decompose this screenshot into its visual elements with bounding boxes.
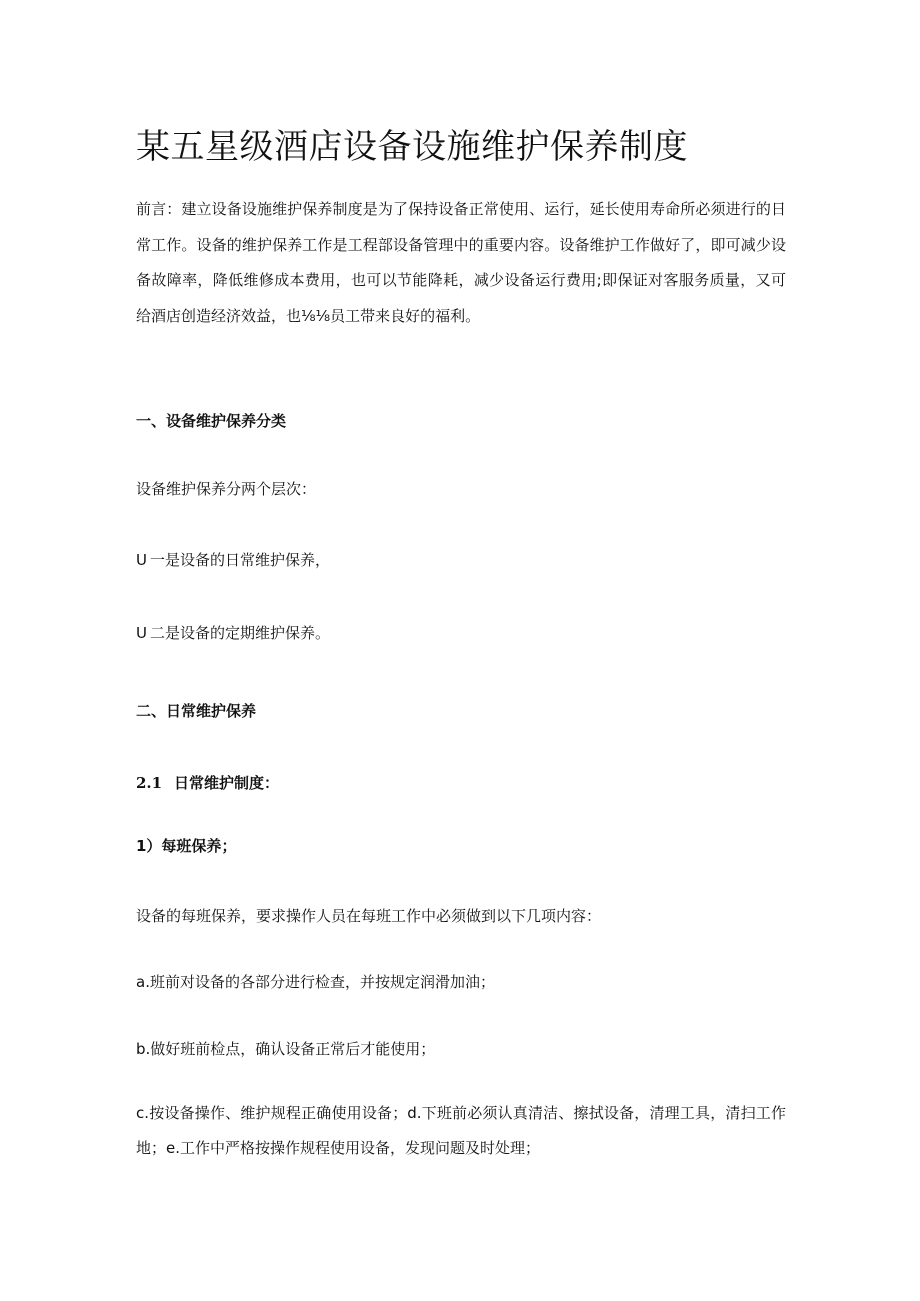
document-title: 某五星级酒店设备设施维护保养制度 bbox=[136, 127, 688, 167]
list-item-text: 二是设备的定期维护保养。 bbox=[150, 624, 331, 642]
subsection-title: 日常维护制度： bbox=[174, 774, 280, 792]
item-1-lead: 设备的每班保养，要求操作人员在每班工作中必须做到以下几项内容： bbox=[136, 907, 602, 925]
item-1-heading: 1）每班保养； bbox=[136, 837, 237, 855]
list-item bbox=[136, 622, 330, 644]
list-item bbox=[136, 549, 330, 571]
section-1-lead: 设备维护保养分两个层次： bbox=[136, 480, 317, 498]
point-a: a.班前对设备的各部分进行检查，并按规定润滑加油； bbox=[136, 973, 495, 991]
bullet-marker: U bbox=[136, 624, 147, 642]
section-1-heading: 一、设备维护保养分类 bbox=[136, 412, 287, 430]
list-item-text: 一是设备的日常维护保养， bbox=[150, 551, 331, 569]
subsection-number: 2.1 bbox=[136, 774, 163, 792]
point-b: b.做好班前检点，确认设备正常后才能使用； bbox=[136, 1040, 436, 1058]
section-2-heading: 二、日常维护保养 bbox=[136, 702, 257, 720]
intro-paragraph: 前言：建立设备设施维护保养制度是为了保持设备正常使用、运行，延长使用寿命所必须进行的日常工作。设备的维护保养工作是工程部设备管理中的重要内容。设备维护工作做好了，即可减少设备故障率，降低维修成本费用，也可以节能降耗，减少设备运行费用;即保证对客服务质量，又可给酒店创造经济效益，也⅛⅛员工带来良好的福利。 bbox=[136, 200, 786, 325]
subsection-2-1-heading bbox=[136, 772, 279, 794]
bullet-marker: U bbox=[136, 551, 147, 569]
point-cde: c.按设备操作、维护规程正确使用设备；d.下班前必须认真清洁、擦拭设备，清理工具，清扫工作地；e.工作中严格按操作规程使用设备，发现问题及时处理； bbox=[136, 1104, 786, 1157]
